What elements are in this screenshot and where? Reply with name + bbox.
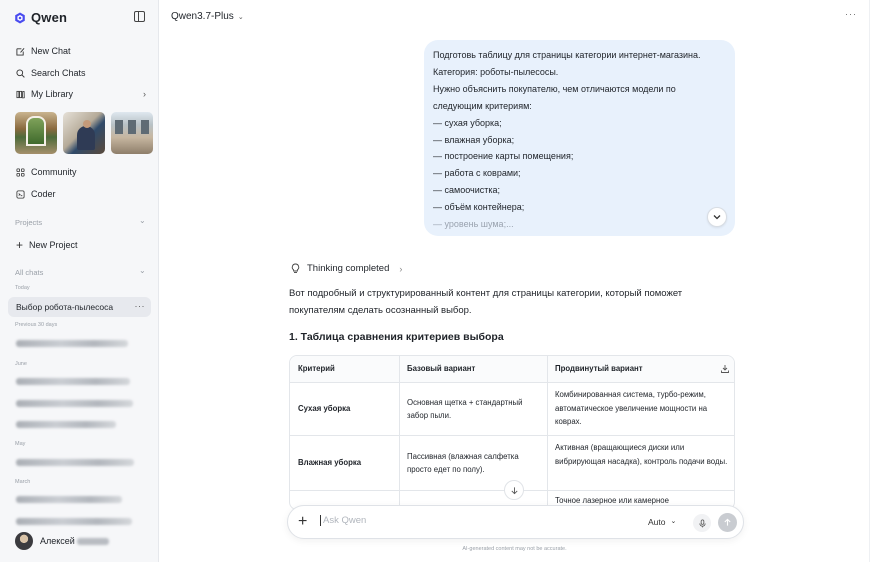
chat-item-title: Выбор робота-пылесоса bbox=[16, 302, 114, 312]
chat-item-redacted[interactable] bbox=[16, 400, 133, 407]
user-message-line: — построение карты помещения; bbox=[433, 151, 574, 162]
table-cell: Влажная уборка bbox=[298, 458, 362, 468]
user-message-line: — уровень шума;... bbox=[433, 219, 514, 230]
chat-main bbox=[158, 0, 869, 562]
group-label-today: Today bbox=[15, 285, 30, 291]
message-input[interactable] bbox=[320, 515, 620, 526]
my-library-button[interactable] bbox=[16, 89, 146, 99]
new-project-label: New Project bbox=[29, 240, 78, 250]
chat-item-redacted[interactable] bbox=[16, 496, 122, 503]
send-button[interactable] bbox=[718, 513, 737, 532]
new-project-button[interactable] bbox=[16, 237, 78, 252]
library-icon bbox=[16, 90, 25, 99]
search-chats-button[interactable] bbox=[16, 68, 86, 78]
assistant-intro: Вот подробный и структурированный контент для страницы категории, который поможет покупателям сделать осознанный выбор. bbox=[289, 288, 683, 316]
chevron-right-icon: › bbox=[399, 263, 403, 274]
new-chat-label: New Chat bbox=[31, 46, 71, 56]
brand-name: Qwen bbox=[31, 10, 68, 25]
sidebar bbox=[0, 0, 158, 562]
user-profile[interactable] bbox=[15, 532, 109, 550]
microphone-icon bbox=[698, 519, 707, 528]
new-chat-button[interactable] bbox=[16, 46, 71, 56]
chat-item-active[interactable] bbox=[8, 297, 151, 317]
user-message-line: Категория: роботы-пылесосы. bbox=[433, 66, 559, 77]
library-image-thumb[interactable] bbox=[63, 112, 105, 154]
search-icon bbox=[16, 69, 25, 78]
scroll-down-button[interactable] bbox=[504, 480, 524, 500]
chat-item-redacted[interactable] bbox=[16, 518, 132, 525]
table-cell: Активная (вращающиеся диски или вибрирующая насадка), контроль подачи воды. bbox=[555, 443, 728, 466]
chevron-down-icon[interactable]: ⌄ bbox=[139, 216, 146, 225]
chat-item-redacted[interactable] bbox=[16, 459, 134, 466]
user-message-line: — объём контейнера; bbox=[433, 202, 525, 213]
table-divider bbox=[399, 356, 400, 510]
grid-icon bbox=[16, 168, 25, 177]
qwen-logo-icon bbox=[14, 12, 26, 24]
user-message-bubble bbox=[424, 40, 735, 236]
chevron-down-icon: ⌄ bbox=[670, 518, 677, 525]
lightbulb-icon bbox=[290, 263, 301, 274]
plus-icon[interactable]: + bbox=[298, 513, 308, 530]
group-label-previous-30: Previous 30 days bbox=[15, 322, 58, 328]
sidebar-collapse-icon[interactable] bbox=[134, 11, 145, 22]
more-options-icon[interactable]: ··· bbox=[845, 9, 857, 19]
more-icon[interactable]: ··· bbox=[134, 301, 145, 311]
composer bbox=[287, 505, 744, 539]
library-thumbnails bbox=[15, 112, 153, 154]
coder-label: Coder bbox=[31, 189, 56, 199]
user-message-line: Подготовь таблицу для страницы категории интернет-магазина. bbox=[433, 50, 701, 60]
brand[interactable] bbox=[14, 10, 67, 25]
library-image-thumb[interactable] bbox=[15, 112, 57, 154]
model-name: Qwen3.7-Plus bbox=[171, 11, 234, 22]
user-message-line: следующим критериям: bbox=[433, 100, 532, 111]
table-cell: Основная щетка + стандартный забор пыли. bbox=[407, 397, 523, 420]
chevron-down-icon bbox=[712, 212, 722, 222]
user-name: Алексей bbox=[40, 536, 109, 546]
user-message-line: — работа с коврами; bbox=[433, 168, 521, 179]
search-chats-label: Search Chats bbox=[31, 68, 86, 78]
user-message-line: — сухая уборка; bbox=[433, 117, 502, 128]
chevron-down-icon[interactable]: ⌄ bbox=[139, 266, 146, 275]
expand-message-button[interactable] bbox=[707, 207, 727, 227]
plus-icon: + bbox=[16, 237, 24, 252]
user-message-line: — влажная уборка; bbox=[433, 134, 515, 145]
library-image-thumb[interactable] bbox=[111, 112, 153, 154]
my-library-label: My Library bbox=[31, 89, 74, 99]
table-cell: Комбинированная система, турбо-режим, автоматическое увеличение мощности на коврах. bbox=[555, 390, 708, 426]
chevron-down-icon: ⌄ bbox=[237, 13, 244, 21]
table-header-cell: Базовый вариант bbox=[407, 364, 476, 374]
disclaimer: AI-generated content may not be accurate. bbox=[462, 546, 567, 552]
group-label-may: May bbox=[15, 441, 26, 447]
table-cell: Сухая уборка bbox=[298, 404, 351, 414]
table-header-row bbox=[290, 356, 735, 382]
thinking-toggle[interactable] bbox=[290, 263, 402, 274]
mode-label: Auto bbox=[648, 517, 666, 527]
thinking-label: Thinking completed bbox=[307, 263, 390, 274]
user-message-line: — самоочистка; bbox=[433, 185, 500, 196]
mode-selector[interactable] bbox=[648, 517, 676, 527]
arrow-down-icon bbox=[510, 486, 519, 495]
arrow-up-icon bbox=[723, 518, 732, 527]
table-header-cell: Продвинутый вариант bbox=[555, 364, 643, 374]
model-selector[interactable] bbox=[171, 11, 244, 22]
code-icon bbox=[16, 190, 25, 199]
user-message-line: Нужно объяснить покупателю, чем отличаются модели по bbox=[433, 83, 676, 94]
table-header-cell: Критерий bbox=[298, 364, 335, 374]
chat-item-redacted[interactable] bbox=[16, 340, 128, 347]
group-label-june: June bbox=[15, 361, 27, 367]
coder-button[interactable] bbox=[16, 189, 56, 199]
all-chats-label: All chats bbox=[15, 268, 44, 277]
community-label: Community bbox=[31, 167, 77, 177]
projects-label: Projects bbox=[15, 218, 43, 227]
table-cell: Точное лазерное или камерное bbox=[555, 496, 669, 505]
chat-item-redacted[interactable] bbox=[16, 421, 116, 428]
microphone-button[interactable] bbox=[693, 514, 711, 532]
chat-item-redacted[interactable] bbox=[16, 378, 130, 385]
download-icon[interactable] bbox=[720, 364, 730, 374]
table-cell: Пассивная (влажная салфетка просто едет по полу). bbox=[407, 451, 519, 474]
chevron-right-icon: › bbox=[143, 89, 146, 99]
new-chat-icon bbox=[16, 47, 25, 56]
table-row bbox=[290, 382, 735, 435]
table-divider bbox=[547, 356, 548, 510]
community-button[interactable] bbox=[16, 167, 77, 177]
avatar bbox=[15, 532, 33, 550]
group-label-march: March bbox=[15, 479, 31, 485]
assistant-heading: 1. Таблица сравнения критериев выбора bbox=[289, 331, 504, 343]
